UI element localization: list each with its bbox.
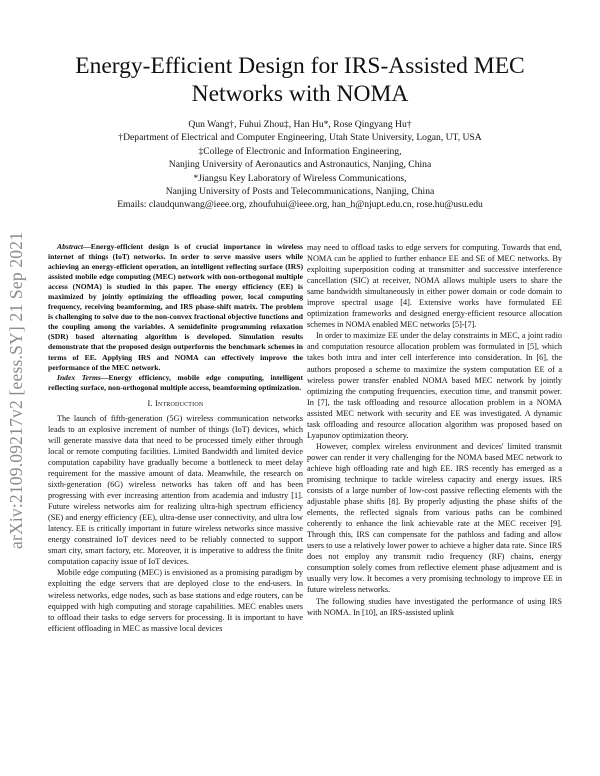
- paragraph: The launch of fifth-generation (5G) wireless communication networks leads to an explosive increment of number of things (IoT) devices, which will generate massive data that need to be processed timely either through local or remote computing facilities. Limited Bandwidth and limited device computation capability have gradually become a bottleneck to meet delay requirement for the massive amount of data. Meanwhile, the research on sixth-generation (6G) wireless networks has taken off and has been progressing with ever increasing attention from academia and industry [1]. Future wireless networks aim for realizing ultra-high spectrum efficiency (SE) and energy efficiency (EE), ultra-dense user connectivity, and ultra low latency. EE is critically important in future wireless networks since massive energy constrained IoT devices need to be reliably connected to support smart city, smart factory, etc. Moreover, it is imperative to address the finite computation capacity issue of IoT devices.: [48, 413, 303, 567]
- author-emails: Emails: claudqunwang@ieee.org, zhoufuhui@ieee.org, han_h@njupt.edu.cn, rose.hu@usu.edu: [117, 199, 483, 211]
- paragraph: may need to offload tasks to edge servers for computing. Towards that end, NOMA can be applied to further enhance EE and SE of MEC networks. By exploiting superposition coding at transmitter and successive interference cancellation (SIC) at receiver, NOMA allows multiple users to share the same bandwidth simultaneously in either power domain or code domain to improve spectral usage [4]. Extensive works have formulated EE optimization frameworks and designed energy-efficient resource allocation schemes in NOMA enabled MEC networks [5]-[7].: [307, 243, 562, 330]
- author-block: [40, 118, 560, 212]
- abstract-text: —Energy-efficient design is of crucial importance in wireless internet of things (IoT) networks. In order to serve massive users while achieving an energy-efficient operation, an intelligent reflecting surface (IRS) assisted mobile edge computing (MEC) network with non-orthogonal multiple access (NOMA) is studied in this paper. The energy efficiency (EE) is maximized by jointly optimizing the offloading power, local computing frequency, receiving beamforming, and IRS phase-shift matrix. The problem is challenging to solve due to the non-convex fractional objective functions and the coupling among the variables. A semidefinite programming relaxation (SDR) based alternating algorithm is developed. Simulation results demonstrate that the proposed design outperforms the benchmark schemes in terms of EE. Applying IRS and NOMA can effectively improve the performance of the MEC network.: [48, 242, 303, 372]
- abstract-label: Abstract: [57, 242, 84, 251]
- affiliation-3a: *Jiangsu Key Laboratory of Wireless Communications,: [193, 172, 407, 184]
- paragraph: Mobile edge computing (MEC) is envisioned as a promising paradigm by exploiting the edge servers that are deployed close to the end-users. In wireless networks, edge nodes, such as base stations and edge routers, can be equipped with high computing and storage capabilities. MEC enables users to offload their tasks to edge servers for processing. It is important to have efficient offloading in MEC as massive local devices: [48, 568, 303, 633]
- paragraph: In order to maximize EE under the delay constraints in MEC, a joint radio and computation resource allocation problem was formulated in [5], which takes both intra and inter cell interference into consideration. In [6], the authors proposed a scheme to maximize the system computation EE of a wireless power transfer enabled NOMA based MEC network by jointly optimizing the computing frequencies, execution time, and transmit power. In [7], the task offloading and resource allocation problem in a NOMA assisted MEC network with security and EE was investigated. A dynamic task offloading and resource allocation algorithm was proposed based on Lyapunov optimization theory.: [307, 331, 562, 440]
- section-title: Introduction: [154, 398, 204, 408]
- left-column: [48, 242, 303, 634]
- paragraph: The following studies have investigated the performance of using IRS with NOMA. In [10], an IRS-assisted uplink: [307, 596, 562, 617]
- index-terms-label: Index Terms: [57, 372, 101, 382]
- affiliation-3b: Nanjing University of Posts and Telecommunications, Nanjing, China: [165, 186, 435, 198]
- affiliation-1: †Department of Electrical and Computer Engineering, Utah State University, Logan, UT, USA: [118, 132, 482, 144]
- paragraph: However, complex wireless environment and devices' limited transmit power can render it very challenging for the NOMA based MEC network to achieve high offloading rate and high EE. IRS recently has emerged as a promising technique to tackle wireless capacity and energy issues. IRS consists of a large number of low-cost passive reflecting elements with the adjustable phase shifts [8]. By properly adjusting the phase shifts of the elements, the reflected signals from various paths can be combined coherently to enhance the link achievable rate at the MEC receiver [9]. Through this, IRS can compensate for the pathloss and fading and allow users to use a relatively lower power to achieve a higher data rate. Since IRS does not employ any transmit radio frequency (RF) chains, energy consumption solely comes from reflective element phase adjustment and is usually very low. It becomes a very promising technology to improve EE in future wireless networks.: [307, 441, 562, 595]
- title-line-2: Networks with NOMA: [191, 81, 409, 107]
- section-number: I.: [147, 398, 153, 408]
- affiliation-2a: ‡College of Electronic and Information Engineering,: [198, 145, 402, 157]
- right-column: [307, 242, 562, 618]
- arxiv-identifier: arXiv:2109.09217v2 [eess.SY] 21 Sep 2021: [6, 231, 26, 549]
- section-heading: [48, 398, 303, 409]
- title-line-1: Energy-Efficient Design for IRS-Assisted MEC: [75, 53, 525, 79]
- paper-title: [40, 52, 560, 108]
- author-names: Qun Wang†, Fuhui Zhou‡, Han Hu*, Rose Qingyang Hu†: [188, 119, 412, 130]
- abstract: [48, 242, 303, 373]
- index-terms: [48, 373, 303, 393]
- index-terms-text: —Energy efficiency, mobile edge computing, intelligent reflecting surface, non-orthogonal multiple access, beamforming optimization.: [48, 372, 303, 392]
- affiliation-2b: Nanjing University of Aeronautics and Astronautics, Nanjing, China: [168, 159, 432, 171]
